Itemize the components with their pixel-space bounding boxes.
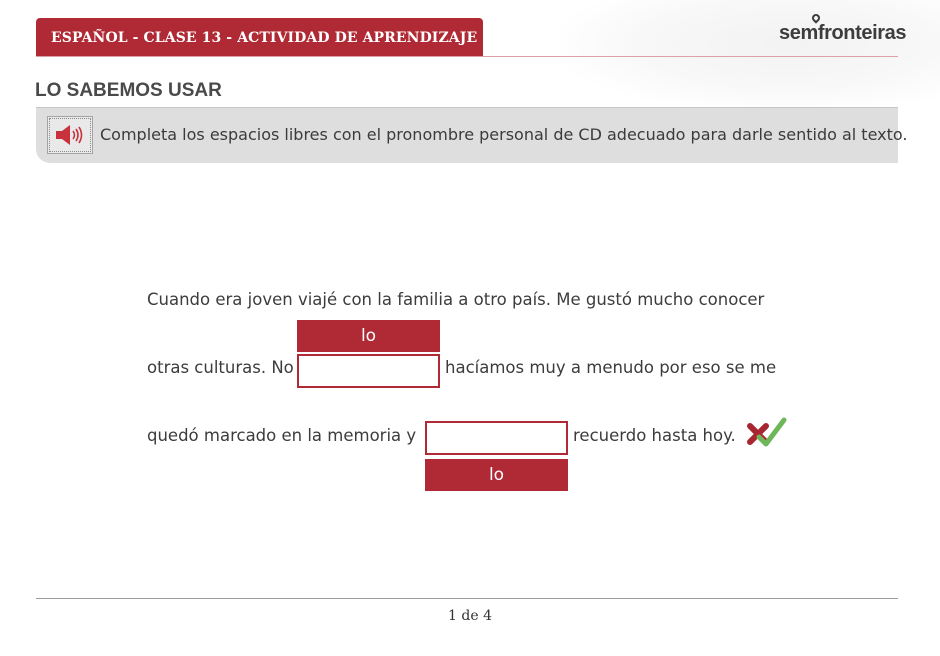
section-title: LO SABEMOS USAR bbox=[35, 80, 222, 101]
instruction-bar bbox=[36, 108, 908, 163]
audio-button[interactable] bbox=[47, 116, 93, 154]
footer-divider bbox=[36, 598, 898, 599]
exercise-line-2-after: hacíamos muy a menudo por eso se me bbox=[445, 358, 777, 377]
exercise-line-1: Cuando era joven viajé con la familia a otro país. Me gustó mucho conocer bbox=[147, 290, 765, 309]
activity-header bbox=[36, 18, 483, 57]
answer-chip-blank-1[interactable]: lo bbox=[297, 320, 440, 352]
activity-title: ESPAÑOL - CLASE 13 - ACTIVIDAD DE APRENDIZAJE bbox=[51, 29, 478, 46]
speaker-icon bbox=[54, 124, 86, 146]
header-divider bbox=[36, 56, 898, 57]
world-map-background bbox=[560, 0, 940, 110]
pagination: 1 de 4 bbox=[448, 608, 492, 624]
blank-input-2[interactable] bbox=[425, 421, 568, 455]
blank-input-1[interactable] bbox=[297, 354, 440, 388]
exercise-line-3-after: recuerdo hasta hoy. bbox=[573, 426, 736, 445]
instruction-text: Completa los espacios libres con el pronombre personal de CD adecuado para darle sentido al texto. bbox=[100, 125, 908, 144]
brand-name: semfronteiras bbox=[779, 22, 907, 44]
exercise-line-2-before: otras culturas. No bbox=[147, 358, 294, 377]
cross-check-icon[interactable] bbox=[746, 416, 788, 450]
exercise-line-3-before: quedó marcado en la memoria y bbox=[147, 426, 417, 445]
answer-chip-blank-2[interactable]: lo bbox=[425, 459, 568, 491]
